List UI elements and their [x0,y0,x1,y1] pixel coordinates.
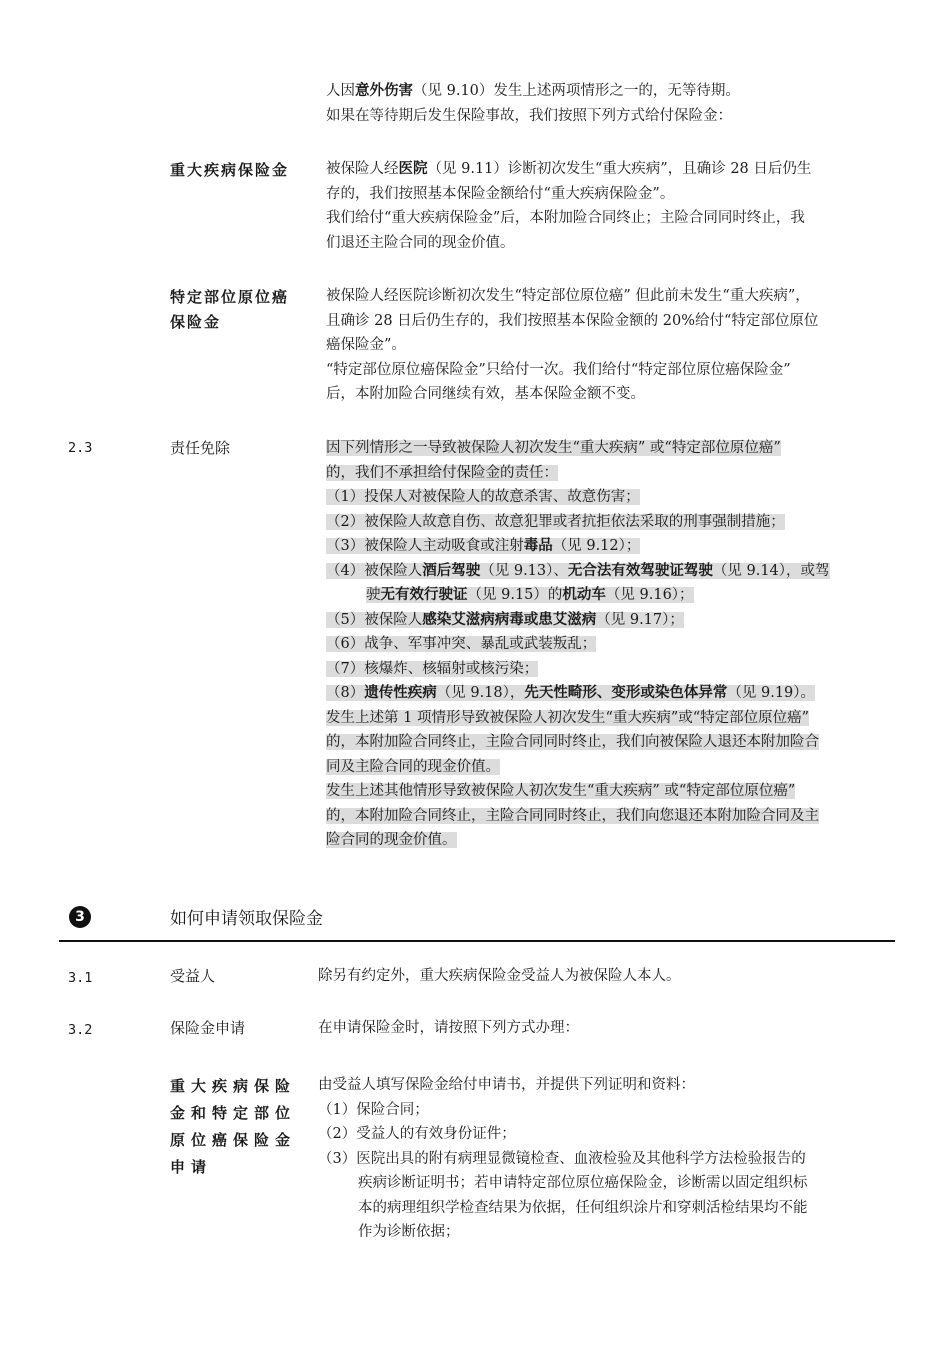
claim-title: 保险金申请 [170,1019,246,1037]
exclusion-item-1: （1）投保人对被保险人的故意杀害、故意伤害； [326,489,640,505]
exclusions-text: 因下列情形之一导致被保险人初次发生“重大疾病” 或“特定部位原位癌” 的，我们不承担给付保险金的责任： （1）投保人对被保险人的故意杀害、故意伤害； （2）被保险人故意自伤、故意犯罪或者抗拒依法采取的刑事强制措施； （3）被保险人主动吸食或注射毒品（见 9.12）； （4）被保险人酒后驾驶（见 9.13）、无合法有效驾驶证驾驶（见 9.14），或驾 驶无有效行驶证（见 9.15）的机动车（见 9.16）； （5）被保险人感染艾滋病病毒或患艾滋病（见 9.17）； （6）战争、军事冲突、暴乱或武装叛乱； （7）核爆炸、核辐射或核污染； （8）遗传性疾病（见 9.18），先天性畸形、变形或染色体异常（见 9.19）。 发生上述第 1 项情形导致被保险人初次发生“重大疾病”或“特定部位原位癌” 的，本附加险合同终止，主险合同同时终止，我们向被保险人退还本附加险合 同及主险合同的现金价值。 发生上述其他情形导致被保险人初次发生“重大疾病” 或“特定部位原位癌” 的，本附加险合同终止，主险合同同时终止，我们向您退还本附加险合同及主 险合同的现金价值。 [326,440,830,848]
exclusion-item-5: （5）被保险人感染艾滋病病毒或患艾滋病（见 9.17）； [326,611,684,628]
exclusion-item-4: （4）被保险人酒后驾驶（见 9.13）、无合法有效驾驶证驾驶（见 9.14），或驾 [326,562,830,579]
exclusion-item-8: （8）遗传性疾病（见 9.18），先天性畸形、变形或染色体异常（见 9.19）。 [326,685,816,701]
critical-illness-label: 重大疾病保险金 [170,161,290,179]
intro-line-1: 人因意外伤害（见 9.10）发生上述两项情形之一的，无等待期。 [326,83,740,99]
exclusion-item-4-cont: 驶无有效行驶证（见 9.15）的机动车（见 9.16）； [366,587,694,603]
exclusion-item-2: （2）被保险人故意自伤、故意犯罪或者抗拒依法采取的刑事强制措施； [326,513,785,530]
claim-text: 在申请保险金时，请按照下列方式办理： [318,1020,579,1036]
exclusion-item-7: （7）核爆炸、核辐射或核污染； [326,660,539,677]
claim-detail-label: 重大疾病保险 金和特定部位 原位癌保险金 申请 [170,1077,297,1176]
intro-block [326,79,740,128]
claim-detail-text: 由受益人填写保险金给付申请书，并提供下列证明和资料： （1）保险合同； （2）受益人的有效身份证件； （3）医院出具的附有病理显微镜检查、血液检验及其他科学方法检验报告的 疾病诊断证明书；若申请特定部位原位癌保险金，诊断需以固定组织标 本的病理组织学检查结果为依据，任何组织涂片和穿刺活检结果均不能 作为诊断依据； [318,1077,808,1240]
section-title: 如何申请领取保险金 [170,909,323,929]
intro-line-2: 如果在等待期后发生保险事故，我们按照下列方式给付保险金： [326,107,732,124]
clause-number-3-2: 3.2 [68,1022,93,1038]
section-divider [59,940,895,942]
exclusions-title: 责任免除 [170,439,231,457]
claim-doc-item-3: （3）医院出具的附有病理显微镜检查、血液检验及其他科学方法检验报告的 [318,1150,806,1167]
carcinoma-label: 特定部位原位癌 保险金 [170,288,290,331]
critical-illness-text: 被保险人经医院（见 9.11）诊断初次发生“重大疾病”，且确诊 28 日后仍生 存的，我们按照基本保险金额给付“重大疾病保险金”。 我们给付“重大疾病保险金”后，本附加险合同终止；主险合同同时终止，我 们退还主险合同的现金价值。 [326,161,812,251]
section-number-icon: 3 [69,906,91,928]
clause-number-3-1: 3.1 [68,970,93,986]
beneficiary-text: 除另有约定外，重大疾病保险金受益人为被保险人本人。 [318,968,681,984]
exclusion-item-3: （3）被保险人主动吸食或注射毒品（见 9.12）； [326,538,641,554]
beneficiary-title: 受益人 [170,967,216,985]
carcinoma-text: 被保险人经医院诊断初次发生“特定部位原位癌” 但此前未发生“重大疾病”， 且确诊 28 日后仍生存的，我们按照基本保险金额的 20%给付“特定部位原位 癌保险金”。 “特定部位原位癌保险金”只给付一次。我们给付“特定部位原位癌保险金” 后，本附加险合同继续有效，基本保险金额不变。 [326,288,819,402]
claim-doc-item-2: （2）受益人的有效身份证件； [318,1126,516,1142]
exclusion-item-6: （6）战争、军事冲突、暴乱或武装叛乱； [326,636,597,652]
claim-doc-item-1: （1）保险合同； [318,1101,429,1118]
clause-number-2-3: 2.3 [68,440,93,456]
